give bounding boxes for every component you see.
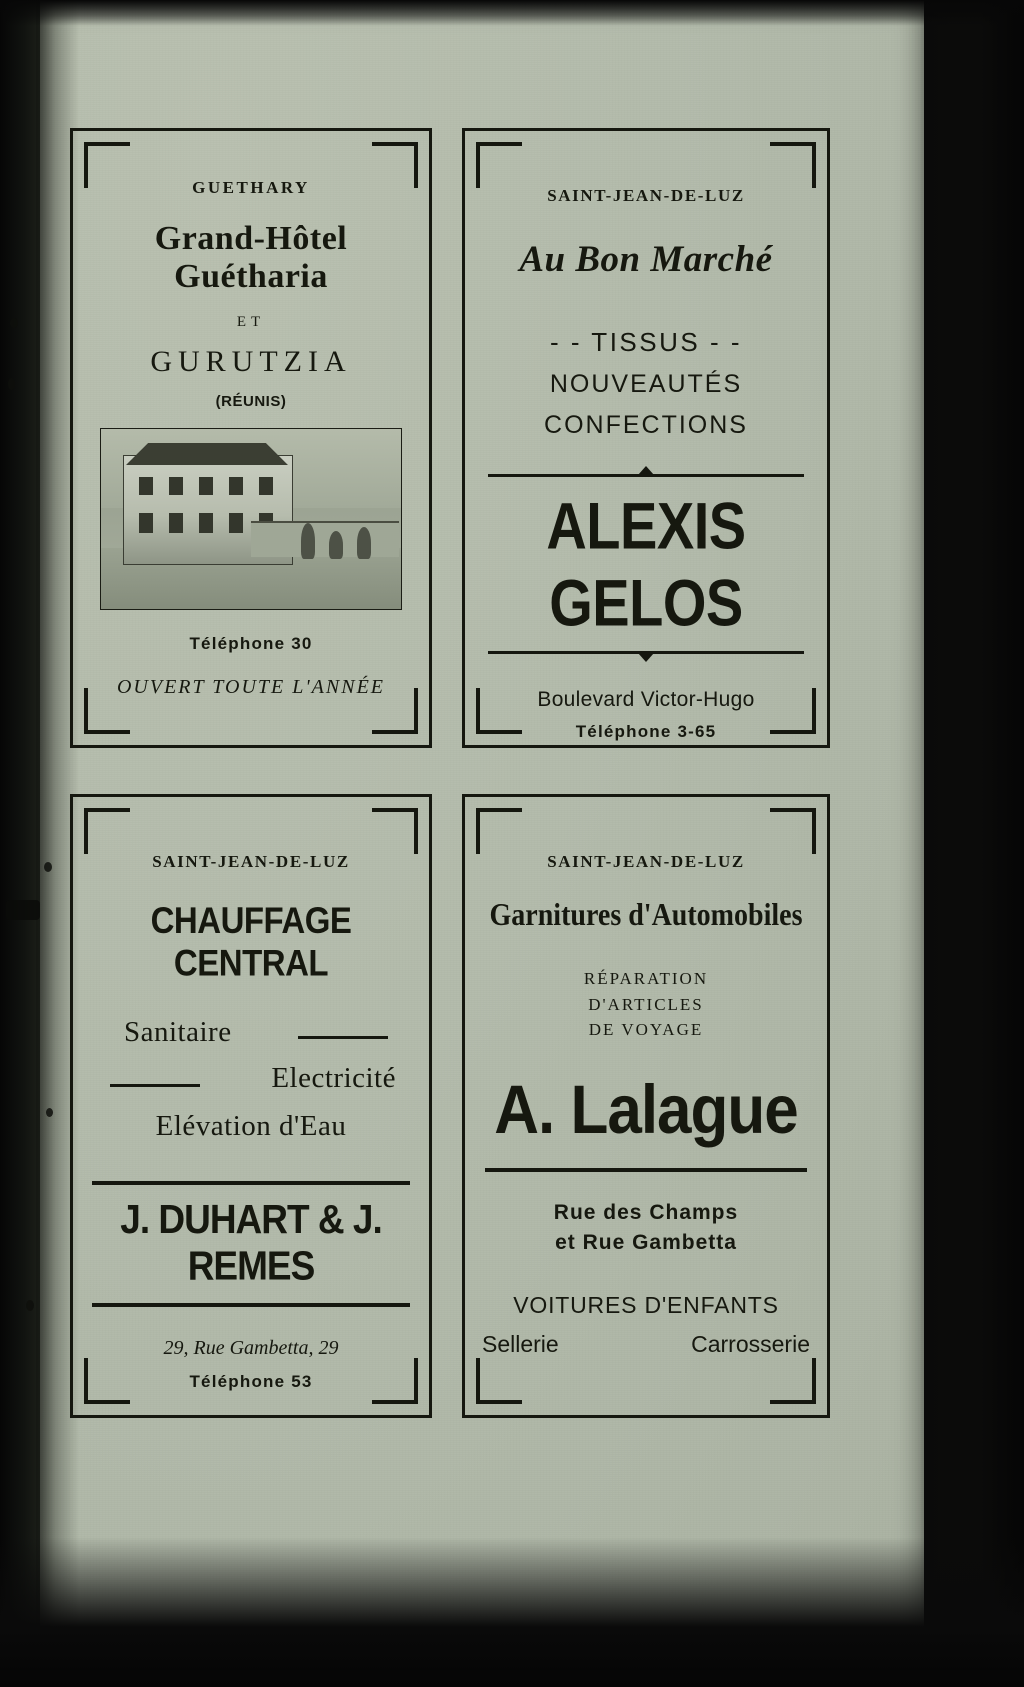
advertisement-grid [70, 128, 830, 1418]
spine-punch-mark [26, 1300, 34, 1311]
ad-service-sanitaire: Sanitaire [124, 1016, 232, 1048]
book-spine-shadow-outer [0, 0, 40, 1687]
ad-phone-gelos: Téléphone 3-65 [575, 722, 717, 741]
ad-address-rue-gambetta: 29, Rue Gambetta, 29 [163, 1337, 339, 1359]
photo-window [199, 477, 213, 495]
spine-punch-mark [8, 378, 15, 390]
ad-title-gurutzia: GURUTZIA [150, 345, 352, 378]
ad-name-a-lalague: A. Lalague [494, 1072, 798, 1148]
ad-content [86, 808, 416, 1404]
photo-tree [301, 523, 315, 559]
ad-a-lalague [462, 794, 830, 1418]
divider-rule-bottom [92, 1303, 410, 1307]
photo-window [259, 477, 273, 495]
ad-title-au-bon-marche: Au Bon Marché [519, 239, 773, 280]
ad-line-confections: CONFECTIONS [544, 411, 748, 439]
ad-au-bon-marche [462, 128, 830, 748]
ad-sub-reparation: RÉPARATION [583, 969, 709, 988]
ad-extra-sellerie: Sellerie [482, 1331, 559, 1358]
photo-tree [329, 531, 343, 559]
divider-rule-top [92, 1181, 410, 1185]
photo-window [169, 513, 183, 533]
ad-extra-voitures-enfants: VOITURES D'ENFANTS [513, 1292, 779, 1319]
spine-tear [6, 900, 40, 920]
ad-service-electricite: Electricité [271, 1062, 396, 1094]
ad-line-nouveautes: NOUVEAUTÉS [549, 370, 743, 398]
ad-address-boulevard-victor-hugo: Boulevard Victor-Hugo [537, 688, 755, 711]
ad-chauffage-central [70, 794, 432, 1418]
ad-city-saint-jean-de-luz: SAINT-JEAN-DE-LUZ [547, 852, 745, 871]
ad-content [86, 142, 416, 734]
divider-rule-top [488, 474, 804, 477]
ad-city-saint-jean-de-luz: SAINT-JEAN-DE-LUZ [152, 852, 350, 871]
ad-sub-articles: D'ARTICLES [588, 994, 704, 1014]
spine-punch-mark [10, 318, 18, 328]
photo-garden-wall [251, 521, 399, 557]
ad-content [478, 142, 814, 741]
ad-extra-row [478, 1331, 814, 1358]
ad-phone-guetharia: Téléphone 30 [189, 634, 313, 653]
service-row-sanitaire [86, 1016, 416, 1058]
photo-window [199, 513, 213, 533]
ad-grand-hotel-guetharia [70, 128, 432, 748]
service-row-electricite [86, 1062, 416, 1108]
photo-window [139, 513, 153, 533]
photo-tree [357, 527, 371, 559]
service-rule [298, 1036, 388, 1039]
ad-title-garnitures-automobiles: Garnitures d'Automobiles [489, 898, 803, 933]
ad-title-grand-hotel: Grand-Hôtel Guétharia [154, 220, 348, 295]
service-rule [110, 1084, 200, 1087]
page-bottom-edge-shadow [0, 1537, 1024, 1687]
ad-conjunction-et: ET [236, 314, 266, 330]
ad-line-tissus: - - TISSUS - - [550, 327, 742, 357]
ad-tagline-ouvert: OUVERT TOUTE L'ANNÉE [116, 676, 386, 698]
photo-window [139, 477, 153, 495]
spine-punch-mark [44, 862, 52, 872]
spine-punch-mark [46, 1108, 53, 1117]
ad-name-alexis-gelos: ALEXIS GELOS [546, 488, 746, 640]
divider-rule [485, 1168, 807, 1172]
photo-window [229, 477, 243, 495]
photo-window [229, 513, 243, 533]
ad-address-rue-des-champs: Rue des Champs [553, 1200, 739, 1224]
ad-address-rue-gambetta: et Rue Gambetta [555, 1230, 737, 1254]
page-right-edge-shadow [920, 0, 1024, 1687]
ad-city-guethary: GUETHARY [192, 178, 310, 197]
ad-phone-duhart: Téléphone 53 [189, 1372, 313, 1391]
ad-note-reunis: (RÉUNIS) [215, 393, 287, 410]
ad-city-saint-jean-de-luz: SAINT-JEAN-DE-LUZ [547, 186, 745, 205]
ad-name-duhart-remes: J. DUHART & J. REMES [120, 1196, 382, 1289]
ad-sub-voyage: DE VOYAGE [588, 1020, 704, 1039]
ad-content [478, 808, 814, 1404]
page-top-edge-shadow [0, 0, 1024, 26]
photo-window [169, 477, 183, 495]
ad-extra-carrosserie: Carrosserie [691, 1331, 810, 1358]
ad-title-chauffage-central: CHAUFFAGE CENTRAL [150, 899, 352, 984]
ad-service-elevation-deau: Elévation d'Eau [155, 1110, 347, 1142]
divider-rule-bottom [488, 651, 804, 654]
hotel-photograph [100, 428, 402, 610]
